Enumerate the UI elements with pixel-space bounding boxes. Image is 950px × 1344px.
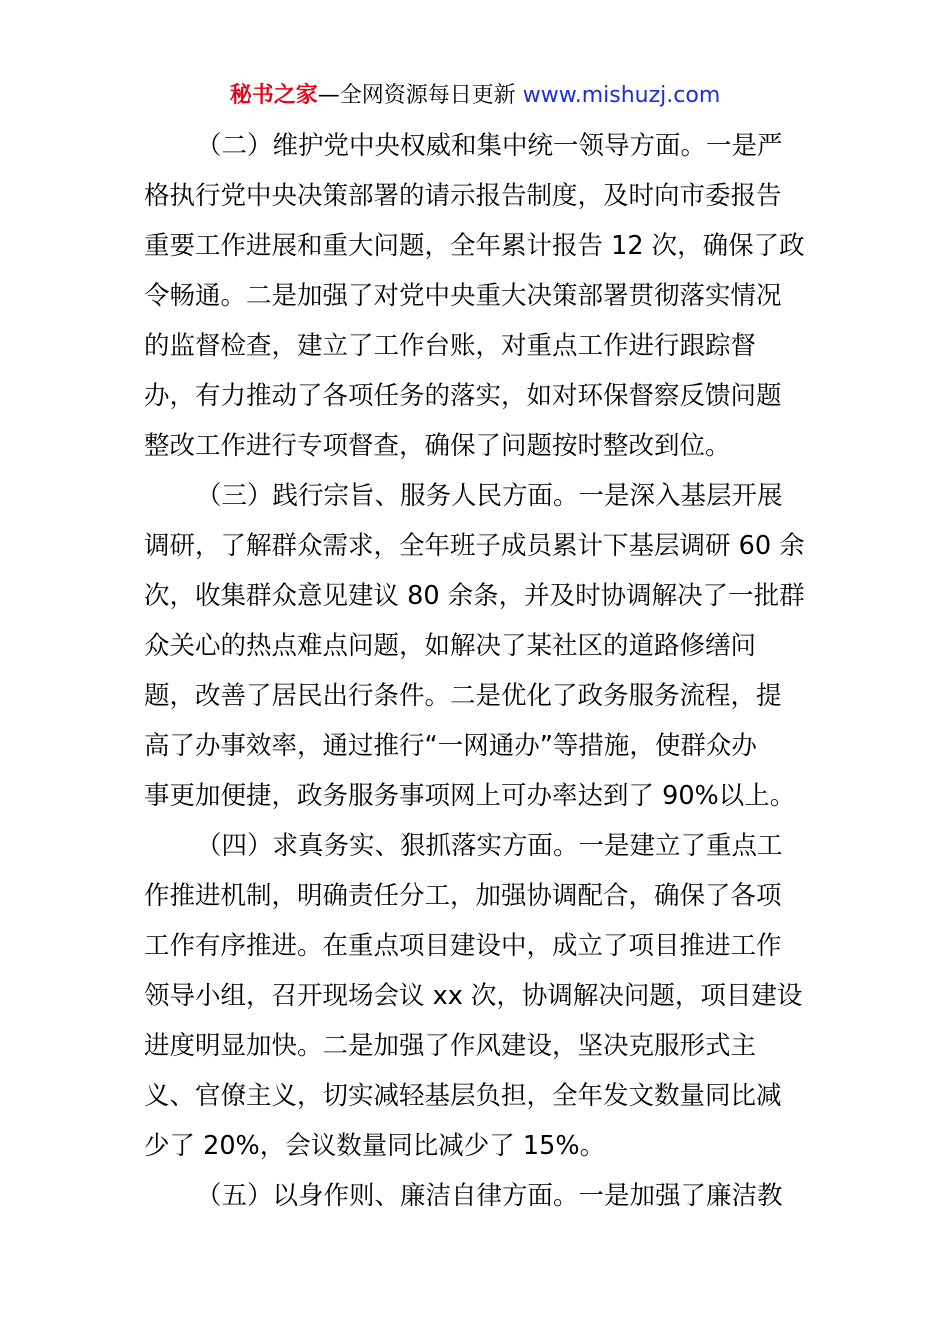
text-line: 进度明显加快。二是加强了作风建设，坚决克服形式主 (144, 1031, 757, 1061)
text-line: 工作有序推进。在重点项目建设中，成立了项目推进工作 (144, 931, 782, 961)
text-line: 办，有力推动了各项任务的落实，如对环保督察反馈问题 (144, 381, 782, 411)
text-line: 题，改善了居民出行条件。二是优化了政务服务流程，提 (144, 681, 782, 711)
text-line: 事更加便捷，政务服务事项网上可办率达到了 90%以上。 (144, 781, 796, 811)
text-line: 作推进机制，明确责任分工，加强协调配合，确保了各项 (144, 881, 782, 911)
text-line: 令畅通。二是加强了对党中央重大决策部署贯彻落实情况 (144, 281, 782, 311)
paragraph-first-line: （三）践行宗旨、服务人民方面。一是深入基层开展 (196, 481, 783, 511)
text-line: 调研，了解群众需求，全年班子成员累计下基层调研 60 余 (144, 531, 805, 561)
text-line: 义、官僚主义，切实减轻基层负担，全年发文数量同比减 (144, 1081, 782, 1111)
text-line: 重要工作进展和重大问题，全年累计报告 12 次，确保了政 (144, 231, 805, 261)
text-line: 众关心的热点难点问题，如解决了某社区的道路修缮问 (144, 631, 757, 661)
text-line: 格执行党中央决策部署的请示报告制度，及时向市委报告 (144, 181, 782, 211)
text-line: 少了 20%，会议数量同比减少了 15%。 (144, 1131, 606, 1161)
site-url-link[interactable]: www.mishuzj.com (522, 83, 721, 108)
paragraph-first-line: （五）以身作则、廉洁自律方面。一是加强了廉洁教 (196, 1181, 783, 1211)
paragraph-first-line: （四）求真务实、狠抓落实方面。一是建立了重点工 (196, 831, 783, 861)
paragraph-first-line: （二）维护党中央权威和集中统一领导方面。一是严 (196, 131, 783, 161)
site-banner (0, 80, 950, 112)
text-line: 次，收集群众意见建议 80 余条，并及时协调解决了一批群 (144, 581, 805, 611)
text-line: 整改工作进行专项督查，确保了问题按时整改到位。 (144, 431, 731, 461)
document-body (144, 121, 808, 1221)
brand-name: 秘书之家 (229, 83, 318, 108)
text-line: 领导小组，召开现场会议 xx 次，协调解决问题，项目建设 (144, 981, 803, 1011)
text-line: 高了办事效率，通过推行“一网通办”等措施，使群众办 (144, 731, 757, 761)
text-line: 的监督检查，建立了工作台账，对重点工作进行跟踪督 (144, 331, 757, 361)
banner-tagline: —全网资源每日更新 (317, 83, 523, 108)
